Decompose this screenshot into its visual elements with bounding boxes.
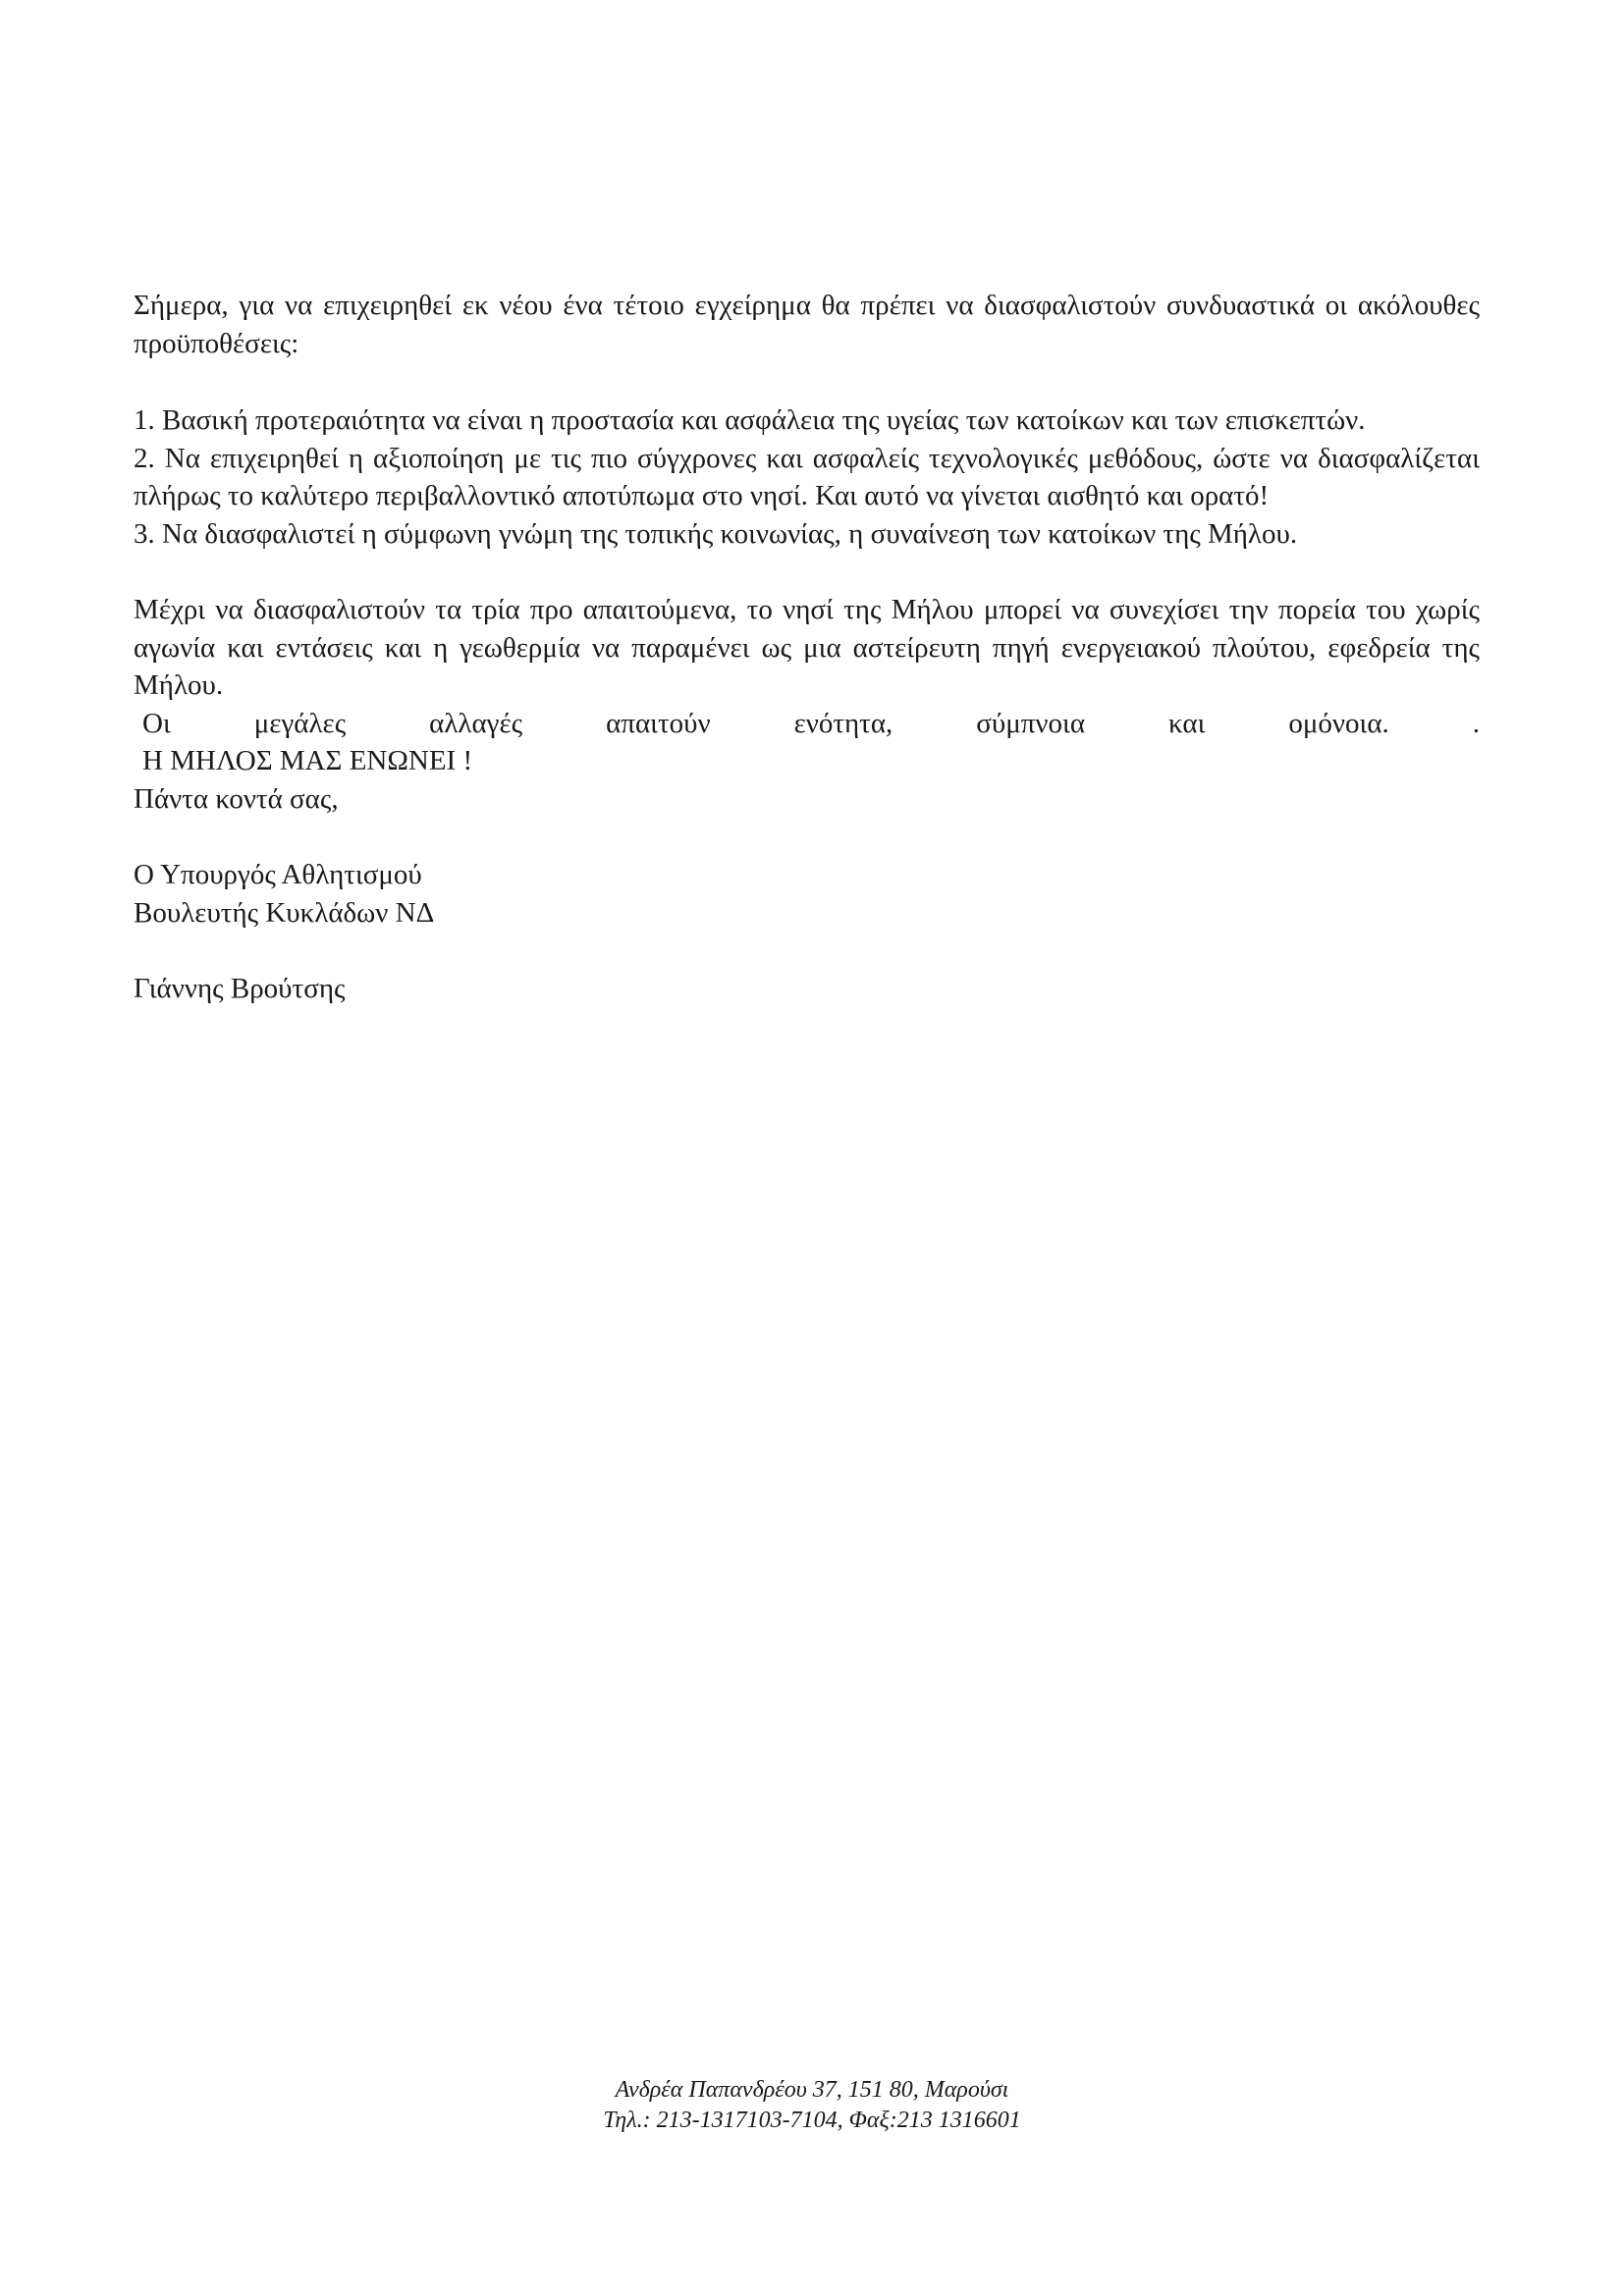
- unity-line: Οι μεγάλες αλλαγές απαιτούν ενότητα, σύμπνοια και ομόνοια. .: [142, 707, 1480, 739]
- signature-title-minister: Ο Υπουργός Αθλητισμού: [134, 859, 422, 890]
- paragraph-spacer: [134, 362, 1480, 401]
- footer-address: Ανδρέα Παπανδρέου 37, 151 80, Μαρούσι: [615, 2077, 1009, 2103]
- signatory-name: Γιάννης Βρούτσης: [134, 973, 346, 1004]
- slogan: Η ΜΗΛΟΣ ΜΑΣ ΕΝΩΝΕΙ !: [142, 745, 473, 776]
- paragraph-spacer: [134, 818, 1480, 856]
- condition-item-1: 1. Βασική προτεραιότητα να είναι η προστασία και ασφάλεια της υγείας των κατοίκων και των επισκεπτών.: [134, 404, 1366, 436]
- intro-paragraph: Σήμερα, για να επιχειρηθεί εκ νέου ένα τέτοιο εγχείρημα θα πρέπει να διασφαλιστούν συνδυαστικά οι ακόλουθες προϋποθέσεις:: [134, 290, 1480, 359]
- letterhead-footer: [0, 2075, 1624, 2136]
- paragraph-spacer: [134, 553, 1480, 591]
- closing-paragraph: Μέχρι να διασφαλιστούν τα τρία προ απαιτούμενα, το νησί της Μήλου μπορεί να συνεχίσει την πορεία του χωρίς αγωνία και εντάσεις και η γεωθερμία να παραμένει ως μια αστείρευτη πηγή ενεργειακού πλούτου, εφεδρεία της Μήλου.: [134, 594, 1480, 701]
- condition-item-3: 3. Να διασφαλιστεί η σύμφωνη γνώμη της τοπικής κοινωνίας, η συναίνεση των κατοίκων της Μήλου.: [134, 517, 1298, 550]
- sign-off: Πάντα κοντά σας,: [134, 782, 339, 815]
- condition-item-2: 2. Να επιχειρηθεί η αξιοποίηση με τις πιο σύγχρονες και ασφαλείς τεχνολογικές μεθόδους, ώστε να διασφαλίζεται πλήρως το καλύτερο περιβαλλοντικό αποτύπωμα στο νησί. Και αυτό να γίνεται αισθητό και ορατό!: [134, 442, 1480, 511]
- signature-title-mp: Βουλευτής Κυκλάδων ΝΔ: [134, 896, 435, 929]
- paragraph-spacer: [134, 932, 1480, 970]
- footer-contact: Τηλ.: 213-1317103-7104, Φαξ:213 1316601: [603, 2108, 1021, 2133]
- letter-body: [134, 287, 1480, 1008]
